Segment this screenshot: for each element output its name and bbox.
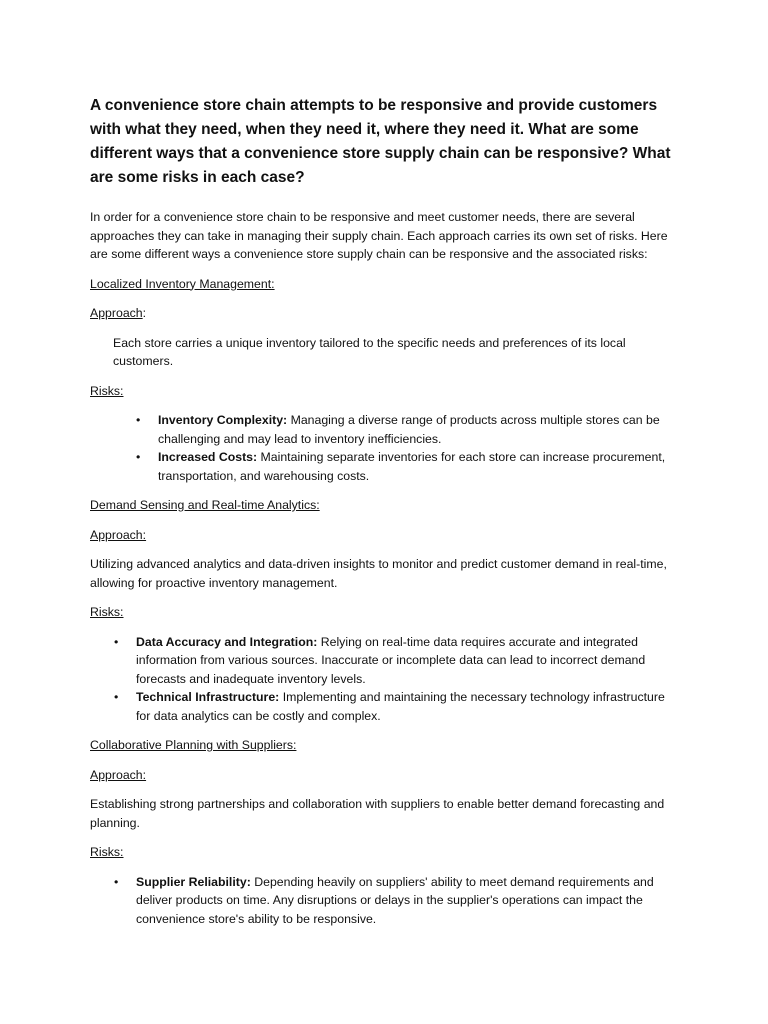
risk-text: Relying on real-time data requires accurate and integrated information from various sources. Inaccurate or incomplete data can lead to incorrect demand forecasts and inadequate inventory levels.	[136, 634, 646, 686]
intro-paragraph: In order for a convenience store chain to be responsive and meet customer needs, there are several approaches they can take in managing their supply chain. Each approach carries its own set of risks. Here are some different ways a convenience store supply chain can be responsive and the associated risks:	[90, 210, 668, 261]
risks-label: Risks:	[90, 605, 124, 619]
risk-term: Inventory Complexity:	[158, 413, 288, 427]
approach-text: Establishing strong partnerships and collaboration with suppliers to enable better demand forecasting and planning.	[90, 797, 665, 830]
list-item	[114, 873, 678, 929]
bullet: •	[114, 634, 119, 649]
list-item	[114, 633, 678, 689]
bullet: •	[136, 450, 141, 464]
approach-label	[90, 304, 678, 323]
risk-text: Implementing and maintaining the necessary technology infrastructure for data analytics can be costly and complex.	[136, 690, 665, 723]
approach-label-text: Approach	[90, 306, 143, 320]
bullet: •	[136, 413, 141, 427]
risk-text: Depending heavily on suppliers' ability to meet demand requirements and deliver products on time. Any disruptions or delays in the supplier's operations can impact the convenience store's ability to be responsive.	[136, 874, 654, 926]
section-heading-localized-inventory: Localized Inventory Management:	[90, 276, 275, 291]
risk-term: Supplier Reliability:	[136, 874, 251, 889]
approach-text: Each store carries a unique inventory tailored to the specific needs and preferences of its local customers.	[113, 335, 626, 368]
bullet: •	[114, 690, 119, 704]
risk-list	[90, 411, 678, 485]
risk-term: Technical Infrastructure:	[136, 690, 280, 704]
approach-label-colon: :	[142, 306, 147, 320]
bullet: •	[114, 874, 119, 889]
risk-list	[90, 873, 678, 929]
section-heading-demand-sensing: Demand Sensing and Real-time Analytics:	[90, 498, 320, 512]
risk-list	[90, 633, 678, 726]
approach-label: Approach:	[90, 767, 147, 782]
page-title: A convenience store chain attempts to be responsive and provide customers with what they need, when they need it, where they need it. What are some different ways that a convenience store supply chain can be responsive? What are some risks in each case?	[90, 97, 671, 186]
risk-text: Maintaining separate inventories for each store can increase procurement, transportation, and warehousing costs.	[158, 450, 666, 483]
risk-term: Data Accuracy and Integration:	[136, 634, 318, 649]
list-item	[136, 411, 678, 448]
risk-text: Managing a diverse range of products across multiple stores can be challenging and may lead to inventory inefficiencies.	[158, 413, 660, 446]
risks-label: Risks:	[90, 845, 124, 859]
approach-label: Approach:	[90, 527, 147, 542]
risk-term: Increased Costs:	[158, 450, 258, 464]
risks-label: Risks:	[90, 383, 124, 398]
approach-text: Utilizing advanced analytics and data-driven insights to monitor and predict customer demand in real-time, allowing for proactive inventory management.	[90, 557, 667, 590]
section-heading-collaborative-planning: Collaborative Planning with Suppliers:	[90, 738, 297, 752]
list-item	[136, 448, 678, 485]
list-item	[114, 688, 678, 725]
